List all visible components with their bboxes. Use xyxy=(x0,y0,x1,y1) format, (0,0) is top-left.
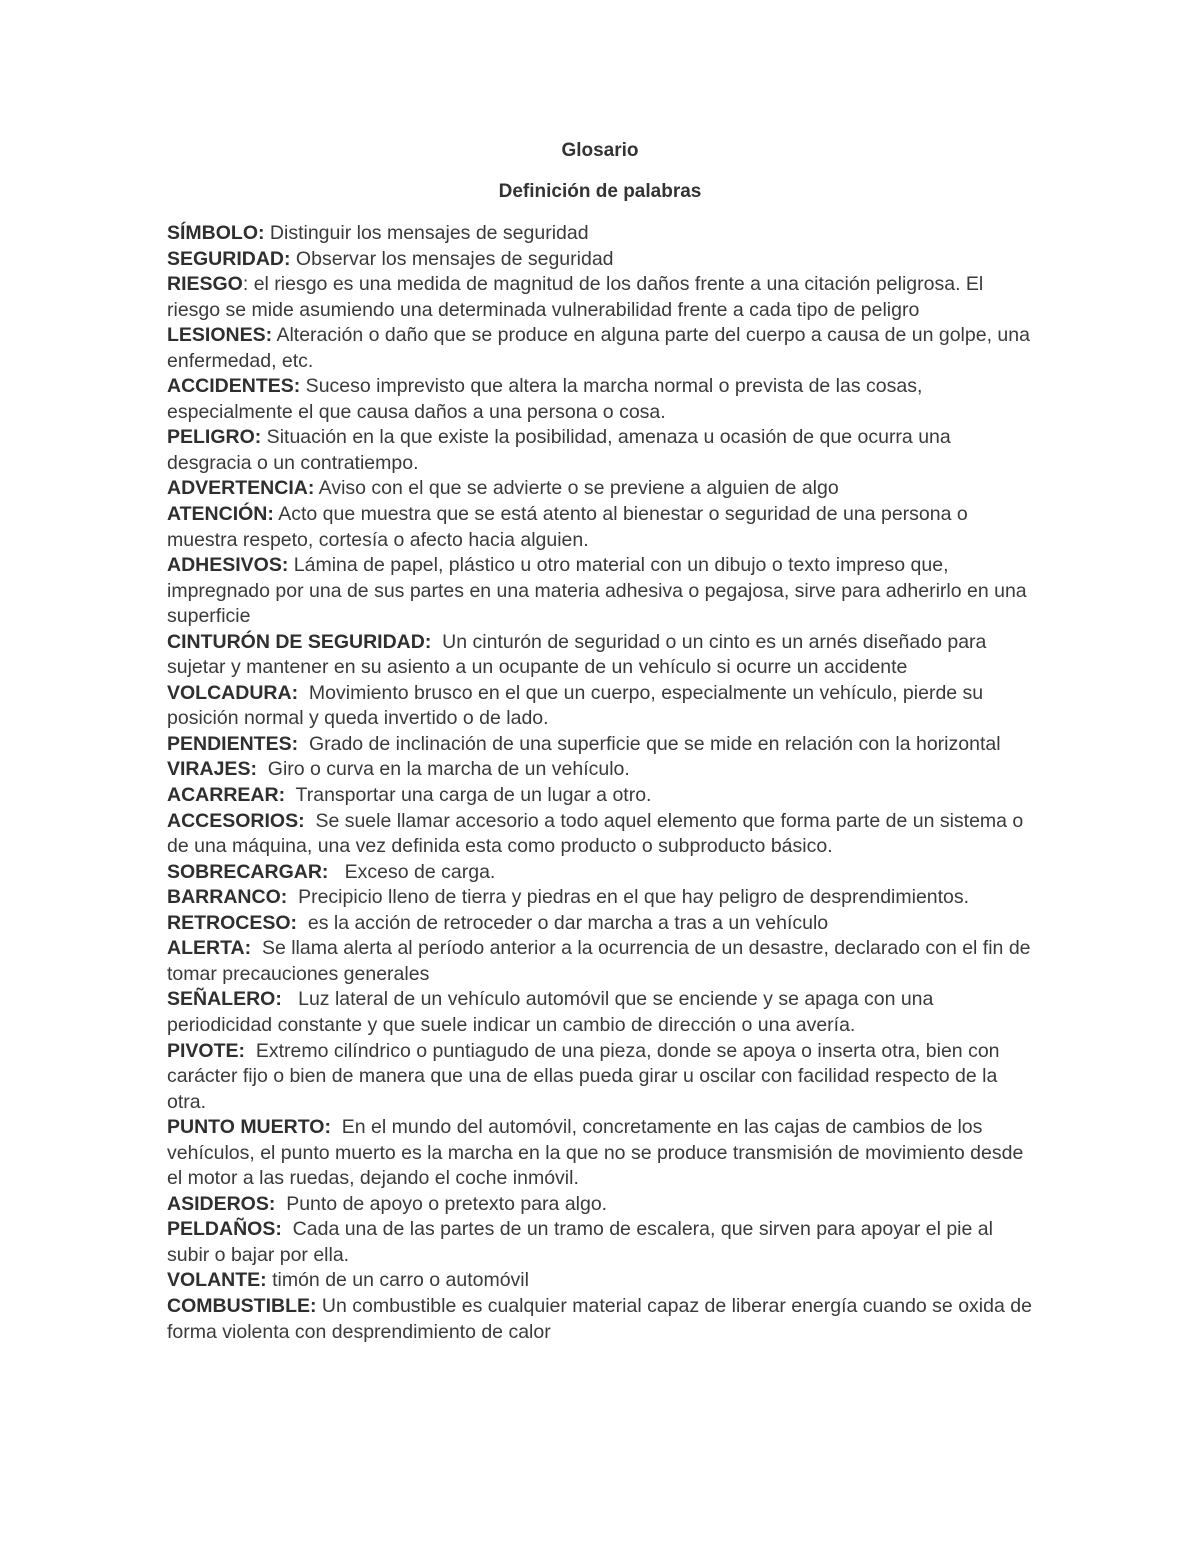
glossary-term: SÍMBOLO: xyxy=(167,222,265,244)
glossary-term: PIVOTE: xyxy=(167,1039,246,1062)
glossary-term: RETROCESO: xyxy=(167,911,298,934)
glossary-entry xyxy=(167,732,1037,758)
glossary-definition: Se llama alerta al período anterior a la ocurrencia de un desastre, declarado con el fin de tomar precauciones generales xyxy=(167,937,1036,985)
glossary-entry xyxy=(167,1192,1037,1218)
glossary-entry xyxy=(167,936,1037,987)
glossary-term: ADHESIVOS: xyxy=(167,554,289,577)
glossary-entry xyxy=(167,681,1037,732)
glossary-entry xyxy=(167,757,1037,783)
glossary-definition: Grado de inclinación de una superficie que se mide en relación con la horizontal xyxy=(298,732,1001,755)
glossary-definition: Acto que muestra que se está atento al bienestar o seguridad de una persona o muestra respeto, cortesía o afecto hacia alguien. xyxy=(167,503,974,551)
glossary-term: ACCESORIOS: xyxy=(167,809,305,832)
glossary-term: PENDIENTES: xyxy=(167,732,299,755)
glossary-entry xyxy=(167,1039,1037,1116)
glossary-definition: Luz lateral de un vehículo automóvil que se enciende y se apaga con una periodicidad constante y que suele indicar un cambio de dirección o una avería. xyxy=(167,988,939,1036)
glossary-definition: Situación en la que existe la posibilidad, amenaza u ocasión de que ocurra una desgracia o un contratiempo. xyxy=(167,426,957,474)
glossary-term: ALERTA: xyxy=(167,937,252,960)
glossary-entry xyxy=(167,425,1037,476)
glossary-entry xyxy=(167,1294,1037,1345)
glossary-term: SEÑALERO: xyxy=(167,988,282,1011)
glossary-entry xyxy=(167,1217,1037,1268)
glossary-entry xyxy=(167,374,1037,425)
glossary-definition: timón de un carro o automóvil xyxy=(266,1269,529,1292)
glossary-definition: Giro o curva en la marcha de un vehículo. xyxy=(256,758,630,781)
glossary-definition: Extremo cilíndrico o puntiagudo de una pieza, donde se apoya o inserta otra, bien con carácter fijo o bien de manera que una de ellas pueda girar u oscilar con facilidad respecto de la otra. xyxy=(167,1039,1005,1113)
glossary-entry xyxy=(167,783,1037,809)
glossary-entry xyxy=(167,1115,1037,1192)
glossary-term: ACARREAR: xyxy=(167,784,286,807)
glossary-entry xyxy=(167,476,1037,502)
glossary-term: LESIONES: xyxy=(167,324,273,347)
glossary-term: COMBUSTIBLE: xyxy=(167,1294,317,1317)
glossary-term: ACCIDENTES: xyxy=(167,375,301,398)
glossary-definition: Punto de apoyo o pretexto para algo. xyxy=(275,1192,608,1215)
glossary-definition: Transportar una carga de un lugar a otro. xyxy=(285,784,652,807)
glossary-definition: Aviso con el que se advierte o se previene a alguien de algo xyxy=(314,477,839,500)
glossary-term: BARRANCO: xyxy=(167,886,288,909)
glossary-entry xyxy=(167,630,1037,681)
glossary-term: PELIGRO: xyxy=(167,426,262,449)
glossary-entry xyxy=(167,987,1037,1038)
glossary-entry xyxy=(167,502,1037,553)
glossary-term: VOLANTE: xyxy=(167,1269,267,1292)
glossary-entry xyxy=(167,247,1037,273)
glossary-entry xyxy=(167,272,1037,323)
glossary-list xyxy=(167,221,1037,1345)
glossary-entry xyxy=(167,809,1037,860)
glossary-definition: En el mundo del automóvil, concretamente en las cajas de cambios de los vehículos, el punto muerto es la marcha en la que no se produce transmisión de movimiento desde el motor a las ruedas, dejando el coche inmóvil. xyxy=(167,1116,1029,1190)
glossary-definition: Suceso imprevisto que altera la marcha normal o prevista de las cosas, especialmente el que causa daños a una persona o cosa. xyxy=(167,375,928,423)
glossary-term: VIRAJES: xyxy=(167,758,257,781)
glossary-definition: Movimiento brusco en el que un cuerpo, especialmente un vehículo, pierde su posición normal y queda invertido o de lado. xyxy=(167,681,989,730)
document-title: Glosario xyxy=(561,140,639,161)
glossary-definition: : el riesgo es una medida de magnitud de los daños frente a una citación peligrosa. El riesgo se mide asumiendo una determinada vulnerabilidad frente a cada tipo de peligro xyxy=(167,273,989,321)
glossary-definition: Se suele llamar accesorio a todo aquel elemento que forma parte de un sistema o de una máquina, una vez definida esta como producto o subproducto básico. xyxy=(167,809,1029,858)
glossary-definition: Precipicio lleno de tierra y piedras en el que hay peligro de desprendimientos. xyxy=(287,886,970,909)
glossary-entry xyxy=(167,885,1037,911)
glossary-term: CINTURÓN DE SEGURIDAD: xyxy=(167,630,432,653)
glossary-definition: Distinguir los mensajes de seguridad xyxy=(264,222,589,244)
glossary-definition: Lámina de papel, plástico u otro material con un dibujo o texto impreso que, impregnado por una de sus partes en una materia adhesiva o pegajosa, sirve para adherirlo en una superficie xyxy=(167,554,1033,628)
glossary-definition: Exceso de carga. xyxy=(328,860,496,883)
glossary-definition: Observar los mensajes de seguridad xyxy=(290,247,614,270)
glossary-entry xyxy=(167,860,1037,886)
glossary-term: ASIDEROS: xyxy=(167,1192,276,1215)
glossary-term: RIESGO xyxy=(167,273,243,296)
glossary-entry xyxy=(167,553,1037,630)
glossary-term: PELDAÑOS: xyxy=(167,1218,282,1241)
glossary-definition: Alteración o daño que se produce en alguna parte del cuerpo a causa de un golpe, una enfermedad, etc. xyxy=(167,324,1036,372)
glossary-entry xyxy=(167,1268,1037,1294)
glossary-term: PUNTO MUERTO: xyxy=(167,1116,331,1139)
glossary-entry xyxy=(167,911,1037,937)
glossary-term: ADVERTENCIA: xyxy=(167,477,315,500)
glossary-definition: Cada una de las partes de un tramo de escalera, que sirven para apoyar el pie al subir o bajar por ella. xyxy=(167,1218,999,1266)
glossary-definition: es la acción de retroceder o dar marcha a tras a un vehículo xyxy=(297,911,829,934)
glossary-entry xyxy=(167,221,1037,247)
glossary-definition: Un combustible es cualquier material capaz de liberar energía cuando se oxida de forma violenta con desprendimiento de calor xyxy=(167,1294,1038,1343)
glossary-entry xyxy=(167,323,1037,374)
document-subtitle: Definición de palabras xyxy=(498,181,702,202)
glossary-term: SOBRECARGAR: xyxy=(167,860,329,883)
glossary-definition: Un cinturón de seguridad o un cinto es un arnés diseñado para sujetar y mantener en su asiento a un ocupante de un vehículo si ocurre un accidente xyxy=(167,630,992,679)
glossary-term: ATENCIÓN: xyxy=(167,503,274,526)
glossary-term: SEGURIDAD: xyxy=(167,247,291,270)
glossary-term: VOLCADURA: xyxy=(167,681,299,704)
